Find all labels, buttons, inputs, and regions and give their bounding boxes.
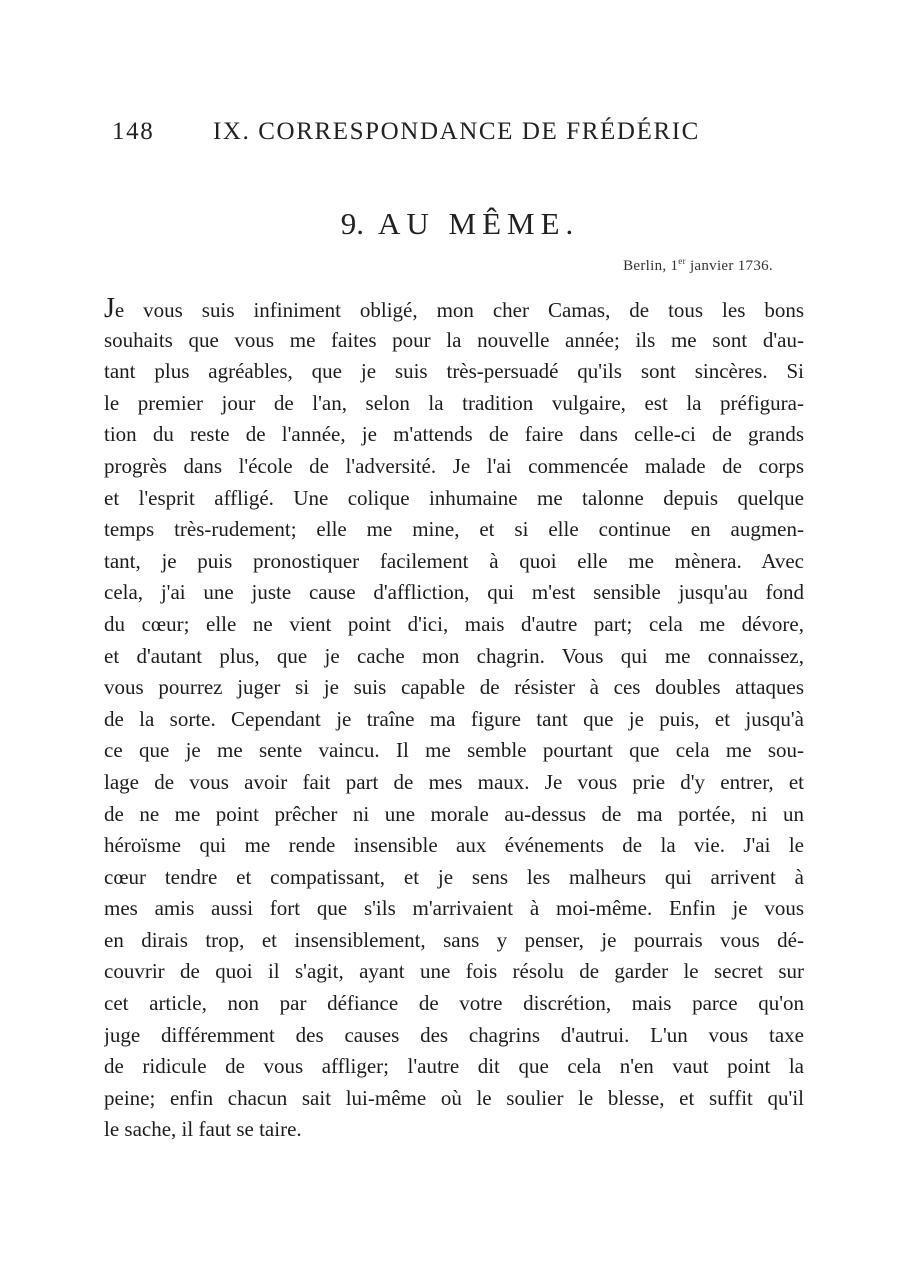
line-text: le sache, il faut se taire. [104, 1117, 302, 1142]
line-text: tant, je puis pronostiquer facilement à quoi elle me mènera. Avec [104, 548, 804, 573]
text-line [104, 609, 804, 641]
text-line [104, 893, 804, 925]
line-text: cela, j'ai une juste cause d'affliction, qui m'est sensible jusqu'au fond [104, 580, 804, 605]
line-text: peine; enfin chacun sait lui-même où le soulier le blesse, et suffit qu'il [104, 1085, 804, 1110]
line-text: mes amis aussi fort que s'ils m'arrivaient à moi-même. Enfin je vous [104, 896, 804, 921]
text-line [104, 1083, 804, 1115]
letter-number: 9. [340, 206, 364, 241]
letter-title: AU MÊME. [377, 206, 580, 241]
text-line [104, 830, 804, 862]
text-line [104, 1114, 804, 1146]
line-text: couvrir de quoi il s'agit, ayant une fois résolu de garder le secret sur [104, 959, 804, 984]
line-text: cet article, non par défiance de votre discrétion, mais parce qu'on [104, 991, 804, 1016]
text-line [104, 1020, 804, 1052]
line-text: temps très-rudement; elle me mine, et si elle continue en augmen- [104, 517, 804, 542]
line-text: souhaits que vous me faites pour la nouvelle année; ils me sont d'au- [104, 327, 804, 352]
text-line [104, 799, 804, 831]
line-text: lage de vous avoir fait part de mes maux. Je vous prie d'y entrer, et [104, 769, 804, 794]
page-number: 148 [112, 118, 155, 145]
letter-body [104, 293, 804, 1146]
text-line [104, 672, 804, 704]
line-text: vous pourrez juger si je suis capable de résister à ces doubles attaques [104, 675, 804, 700]
text-line [104, 862, 804, 894]
line-text: et l'esprit affligé. Une colique inhumaine me talonne depuis quelque [104, 485, 804, 510]
line-text: de la sorte. Cependant je traîne ma figure tant que je puis, et jusqu'à [104, 706, 804, 731]
initial-letter: J [104, 293, 115, 324]
date-rest: janvier 1736. [685, 258, 773, 274]
line-text: de ridicule de vous affliger; l'autre dit que cela n'en vaut point la [104, 1054, 804, 1079]
line-text: en dirais trop, et insensiblement, sans y penser, je pourrais vous dé- [104, 927, 804, 952]
text-line [104, 293, 804, 325]
text-line [104, 514, 804, 546]
running-title: IX. CORRESPONDANCE DE FRÉDÉRIC [213, 118, 700, 145]
text-line [104, 988, 804, 1020]
text-line [104, 735, 804, 767]
line-text: progrès dans l'école de l'adversité. Je l'ai commencée malade de corps [104, 453, 804, 478]
line-text: tant plus agréables, que je suis très-persuadé qu'ils sont sincères. Si [104, 359, 804, 384]
text-line [104, 546, 804, 578]
text-line [104, 325, 804, 357]
dateline [623, 256, 773, 275]
line-text: cœur tendre et compatissant, et je sens les malheurs qui arrivent à [104, 864, 804, 889]
line-text: ce que je me sente vaincu. Il me semble pourtant que cela me sou- [104, 738, 804, 763]
line-text: héroïsme qui me rende insensible aux événements de la vie. J'ai le [104, 833, 804, 858]
date-place: Berlin, 1 [623, 258, 679, 274]
line-text: e vous suis infiniment obligé, mon cher Camas, de tous les bons [114, 298, 804, 322]
line-text: de ne me point prêcher ni une morale au-dessus de ma portée, ni un [104, 801, 804, 826]
letter-heading [0, 206, 900, 242]
line-text: et d'autant plus, que je cache mon chagrin. Vous qui me connaissez, [104, 643, 804, 668]
text-line [104, 483, 804, 515]
text-line [104, 956, 804, 988]
text-line [104, 1051, 804, 1083]
text-line [104, 577, 804, 609]
line-text: juge différemment des causes des chagrins d'autrui. L'un vous taxe [104, 1022, 804, 1047]
text-line [104, 356, 804, 388]
text-line [104, 451, 804, 483]
text-line [104, 704, 804, 736]
text-line [104, 925, 804, 957]
line-text: du cœur; elle ne vient point d'ici, mais d'autre part; cela me dévore, [104, 611, 804, 636]
text-line [104, 388, 804, 420]
text-line [104, 641, 804, 673]
text-line [104, 767, 804, 799]
text-line [104, 419, 804, 451]
line-text: le premier jour de l'an, selon la tradition vulgaire, est la préfigura- [104, 390, 804, 415]
running-head [112, 118, 712, 158]
line-text: tion du reste de l'année, je m'attends de faire dans celle-ci de grands [104, 422, 804, 447]
date-superscript: er [678, 256, 686, 266]
